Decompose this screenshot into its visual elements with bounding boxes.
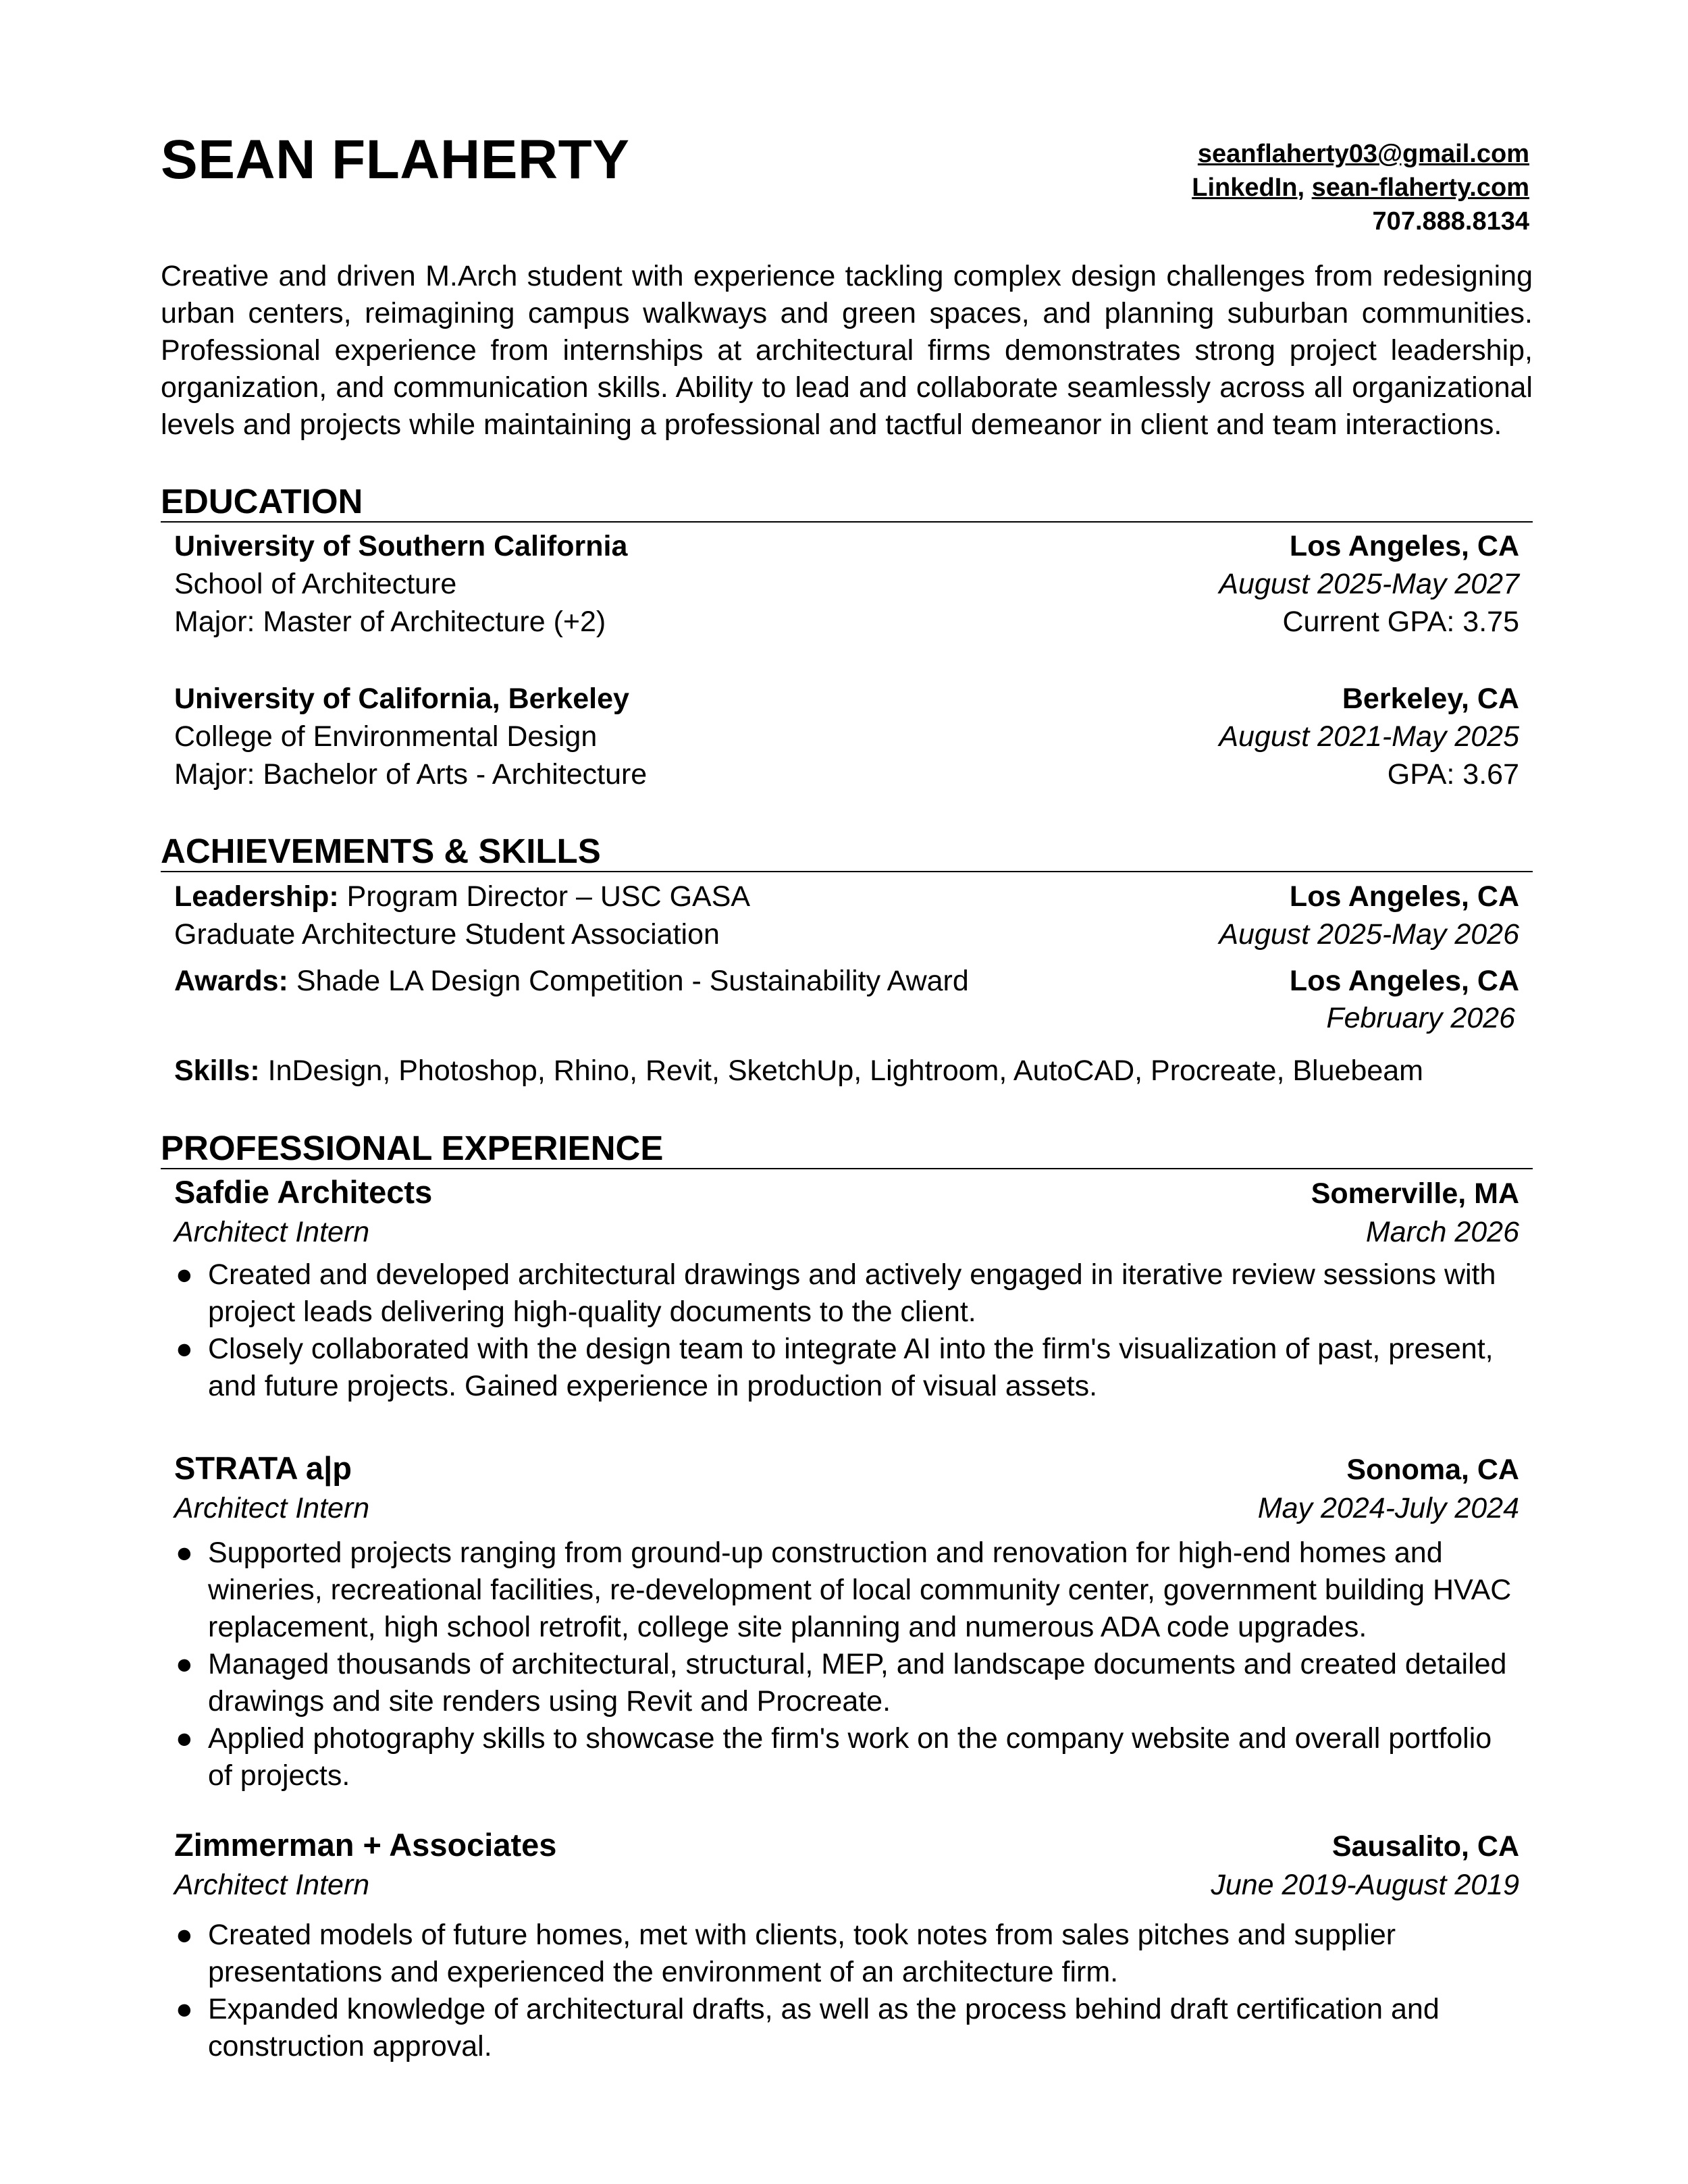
bullet-text: Managed thousands of architectural, structural, MEP, and landscape documents and created detailed drawings and site renders using Revit and Procreate.	[208, 1648, 1507, 1717]
candidate-name: SEAN FLAHERTY	[161, 129, 630, 190]
contact-block	[1192, 137, 1529, 238]
bullet-text: Applied photography skills to showcase the firm's work on the company website and overall portfolio of projects.	[208, 1722, 1492, 1792]
bullet-dot-icon: ●	[176, 1993, 193, 2025]
email-link[interactable]: seanflaherty03@gmail.com	[1197, 140, 1529, 168]
job-title: Architect Intern	[174, 1216, 370, 1248]
job-location: Sausalito, CA	[1331, 1830, 1519, 1863]
leadership-entry	[174, 878, 750, 915]
school-location: Berkeley, CA	[1342, 683, 1519, 715]
job-dates: May 2024-July 2024	[1257, 1492, 1519, 1524]
bullet-item	[174, 1991, 1519, 2065]
education-row	[174, 680, 1519, 718]
job-bullet-list	[174, 1917, 1519, 2065]
bullet-item	[174, 1646, 1519, 1720]
school-major: Major: Bachelor of Arts - Architecture	[174, 758, 648, 791]
skills-entry	[174, 1052, 1423, 1090]
leadership-org: Graduate Architecture Student Association	[174, 918, 720, 951]
awards-text: Shade LA Design Competition - Sustainability Award	[288, 965, 969, 997]
bullet-item	[174, 1720, 1519, 1794]
leadership-detail-row	[174, 915, 1519, 953]
company-name: Safdie Architects	[174, 1174, 433, 1210]
awards-location: Los Angeles, CA	[1289, 965, 1519, 997]
skills-text: InDesign, Photoshop, Rhino, Revit, SketchUp, Lightroom, AutoCAD, Procreate, Bluebeam	[259, 1055, 1423, 1087]
job-title-row	[174, 1213, 1519, 1251]
job-title-row	[174, 1866, 1519, 1904]
school-dates: August 2021-May 2025	[1219, 720, 1519, 753]
bullet-dot-icon: ●	[176, 1722, 193, 1755]
job-bullet-list	[174, 1256, 1519, 1405]
job-title: Architect Intern	[174, 1492, 370, 1524]
school-major: Major: Master of Architecture (+2)	[174, 606, 606, 638]
awards-date-row	[174, 999, 1519, 1037]
job-dates: March 2026	[1365, 1216, 1519, 1248]
skills-label: Skills:	[174, 1055, 260, 1087]
bullet-dot-icon: ●	[176, 1919, 193, 1951]
job-header-row	[174, 1826, 1519, 1865]
leadership-location: Los Angeles, CA	[1289, 880, 1519, 913]
phone-number: 707.888.8134	[1372, 207, 1529, 236]
job-title: Architect Intern	[174, 1869, 370, 1901]
contact-separator: ,	[1297, 174, 1312, 202]
bullet-text: Expanded knowledge of architectural drafts, as well as the process behind draft certification and construction approval.	[208, 1993, 1440, 2062]
bullet-item	[174, 1917, 1519, 1991]
education-row	[174, 603, 1519, 641]
school-name: University of Southern California	[174, 530, 628, 562]
bullet-dot-icon: ●	[176, 1258, 193, 1291]
summary-paragraph: Creative and driven M.Arch student with experience tackling complex design challenges from redesigning urban centers, reimagining campus walkways and green spaces, and planning suburban communities. Professional experience from internships at architectural firms demonstrates strong project leadership, organization, and communication skills. Ability to lead and collaborate seamlessly across all organizational levels and projects while maintaining a professional and tactful demeanor in client and team interactions.	[161, 260, 1533, 441]
bullet-item	[174, 1535, 1519, 1646]
leadership-label: Leadership:	[174, 880, 339, 913]
job-title-row	[174, 1489, 1519, 1527]
company-name: Zimmerman + Associates	[174, 1827, 557, 1863]
leadership-dates: August 2025-May 2026	[1219, 918, 1519, 951]
awards-entry	[174, 962, 969, 1000]
job-location: Somerville, MA	[1311, 1177, 1519, 1210]
bullet-item	[174, 1331, 1519, 1405]
school-college: School of Architecture	[174, 568, 457, 600]
school-gpa: GPA: 3.67	[1387, 758, 1519, 791]
experience-heading: PROFESSIONAL EXPERIENCE	[161, 1131, 1533, 1169]
education-row	[174, 527, 1519, 565]
awards-label: Awards:	[174, 965, 288, 997]
bullet-item	[174, 1256, 1519, 1331]
education-heading: EDUCATION	[161, 484, 1533, 523]
skills-row	[174, 1052, 1519, 1090]
bullet-dot-icon: ●	[176, 1648, 193, 1680]
job-header-row	[174, 1173, 1519, 1213]
school-college: College of Environmental Design	[174, 720, 598, 753]
school-location: Los Angeles, CA	[1289, 530, 1519, 562]
awards-row	[174, 962, 1519, 1000]
bullet-text: Created models of future homes, met with clients, took notes from sales pitches and supplier presentations and experienced the environment of an architecture firm.	[208, 1919, 1396, 1988]
bullet-dot-icon: ●	[176, 1333, 193, 1365]
job-header-row	[174, 1449, 1519, 1489]
website-link[interactable]: sean-flaherty.com	[1311, 174, 1529, 202]
bullet-text: Closely collaborated with the design team to integrate AI into the firm's visualization of past, present, and future projects. Gained experience in production of visual assets.	[208, 1333, 1494, 1402]
leadership-text: Program Director – USC GASA	[338, 880, 751, 913]
job-dates: June 2019-August 2019	[1211, 1869, 1519, 1901]
job-location: Sonoma, CA	[1346, 1454, 1519, 1486]
school-name: University of California, Berkeley	[174, 683, 629, 715]
bullet-text: Supported projects ranging from ground-up construction and renovation for high-end homes and wineries, recreational facilities, re-development of local community center, government building HVAC replacement, high school retrofit, college site planning and numerous ADA code upgrades.	[208, 1537, 1512, 1643]
bullet-text: Created and developed architectural drawings and actively engaged in iterative review sessions with project leads delivering high-quality documents to the client.	[208, 1258, 1496, 1328]
leadership-row	[174, 878, 1519, 915]
education-row	[174, 718, 1519, 755]
linkedin-link[interactable]: LinkedIn	[1192, 174, 1298, 202]
achievements-heading: ACHIEVEMENTS & SKILLS	[161, 834, 1533, 872]
bullet-dot-icon: ●	[176, 1537, 193, 1569]
education-row	[174, 755, 1519, 793]
school-dates: August 2025-May 2027	[1219, 568, 1519, 600]
company-name: STRATA a|p	[174, 1450, 352, 1486]
education-row	[174, 565, 1519, 603]
awards-date: February 2026	[1326, 1002, 1515, 1034]
job-bullet-list	[174, 1535, 1519, 1794]
school-gpa: Current GPA: 3.75	[1282, 606, 1519, 638]
